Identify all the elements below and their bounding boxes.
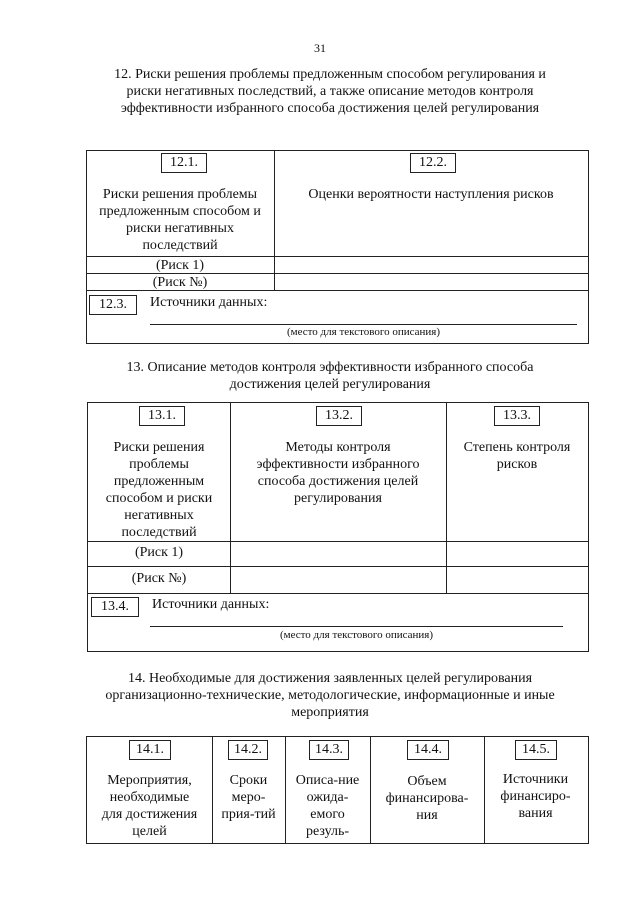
header-line: проблемы <box>129 457 189 472</box>
column-header-methods <box>232 439 444 507</box>
column-header-expected-result <box>286 772 369 840</box>
header-line: Сроки <box>229 773 268 788</box>
header-line: Риски решения проблемы <box>102 187 258 202</box>
header-line: негативных <box>124 508 194 523</box>
column-divider <box>446 402 447 593</box>
column-number-13-1: 13.1. <box>139 406 185 426</box>
header-line: последствий <box>142 238 218 253</box>
section-13-heading <box>80 359 580 393</box>
header-line: Методы контроля <box>285 440 391 455</box>
sources-number-13-4: 13.4. <box>91 597 139 617</box>
column-header-funding-volume <box>371 773 483 824</box>
column-header-measures <box>88 772 211 840</box>
column-header-probability: Оценки вероятности наступления рисков <box>308 187 554 202</box>
sources-caption: (место для текстового описания) <box>286 326 441 338</box>
header-line: целей <box>132 824 167 839</box>
header-line: вания <box>518 806 553 821</box>
header-line: резуль- <box>305 824 350 839</box>
heading-line: организационно-технические, методологические, информационные и иные <box>105 688 555 703</box>
section-12-heading <box>80 66 580 117</box>
row-divider <box>87 593 588 594</box>
heading-line: 12. Риски решения проблемы предложенным способом регулирования и <box>114 67 546 82</box>
table-row-label: (Риск №) <box>152 275 208 290</box>
header-line: прия-тий <box>221 807 276 822</box>
header-line: финансирова- <box>385 791 469 806</box>
column-number-14-1: 14.1. <box>129 740 171 760</box>
header-line: способом и риски <box>105 491 213 506</box>
column-number-13-3: 13.3. <box>494 406 540 426</box>
header-line: меро- <box>231 790 266 805</box>
sources-number-12-3: 12.3. <box>89 295 137 315</box>
column-number-14-2: 14.2. <box>228 740 268 760</box>
column-number-12-1: 12.1. <box>161 153 207 173</box>
header-line: Степень контроля <box>463 440 571 455</box>
heading-line: эффективности избранного способа достижения целей регулирования <box>120 101 540 116</box>
heading-line: мероприятия <box>291 705 369 720</box>
column-number-12-2: 12.2. <box>410 153 456 173</box>
header-line: Описа-ние <box>295 773 360 788</box>
column-divider <box>274 150 275 290</box>
header-line: Мероприятия, <box>107 773 192 788</box>
sources-label: Источники данных: <box>152 597 270 612</box>
header-line: Риски решения <box>113 440 205 455</box>
header-line: необходимые <box>109 790 190 805</box>
column-divider <box>230 402 231 593</box>
column-header-control-degree <box>448 439 586 473</box>
header-line: риски негативных <box>126 221 234 236</box>
header-line: емого <box>310 807 345 822</box>
column-header-deadlines <box>213 772 284 823</box>
page-number: 31 <box>314 41 326 55</box>
text-underline <box>150 626 563 627</box>
header-line: предложенным способом и <box>99 204 261 219</box>
header-line: ния <box>416 808 438 823</box>
sources-label: Источники данных: <box>150 295 268 310</box>
heading-line: 13. Описание методов контроля эффективности избранного способа <box>126 360 534 375</box>
text-underline <box>150 324 577 325</box>
header-line: Объем <box>407 774 447 789</box>
table-row-label: (Риск 1) <box>155 258 205 273</box>
sources-caption: (место для текстового описания) <box>279 629 434 641</box>
header-line: ожида- <box>306 790 349 805</box>
header-line: предложенным <box>113 474 205 489</box>
row-divider <box>87 566 588 567</box>
column-header-funding-sources <box>485 771 586 822</box>
section-14-heading <box>70 670 590 721</box>
column-number-14-5: 14.5. <box>515 740 557 760</box>
table-row-label: (Риск №) <box>131 571 187 586</box>
header-line: Источники <box>502 772 569 787</box>
header-line: рисков <box>496 457 538 472</box>
heading-line: достижения целей регулирования <box>229 377 431 392</box>
column-number-13-2: 13.2. <box>316 406 362 426</box>
column-number-14-3: 14.3. <box>309 740 349 760</box>
header-line: последствий <box>121 525 197 540</box>
column-number-14-4: 14.4. <box>407 740 449 760</box>
heading-line: 14. Необходимые для достижения заявленных целей регулирования <box>127 671 533 686</box>
row-divider <box>87 541 588 542</box>
header-line: эффективности избранного <box>256 457 420 472</box>
heading-line: риски негативных последствий, а также описание методов контроля <box>126 84 534 99</box>
table-row-label: (Риск 1) <box>134 545 184 560</box>
column-header-risks <box>88 186 272 254</box>
header-line: финансиро- <box>500 789 571 804</box>
header-line: регулирования <box>294 491 382 506</box>
column-header-risks <box>89 439 229 541</box>
header-line: способа достижения целей <box>257 474 419 489</box>
header-line: для достижения <box>101 807 198 822</box>
